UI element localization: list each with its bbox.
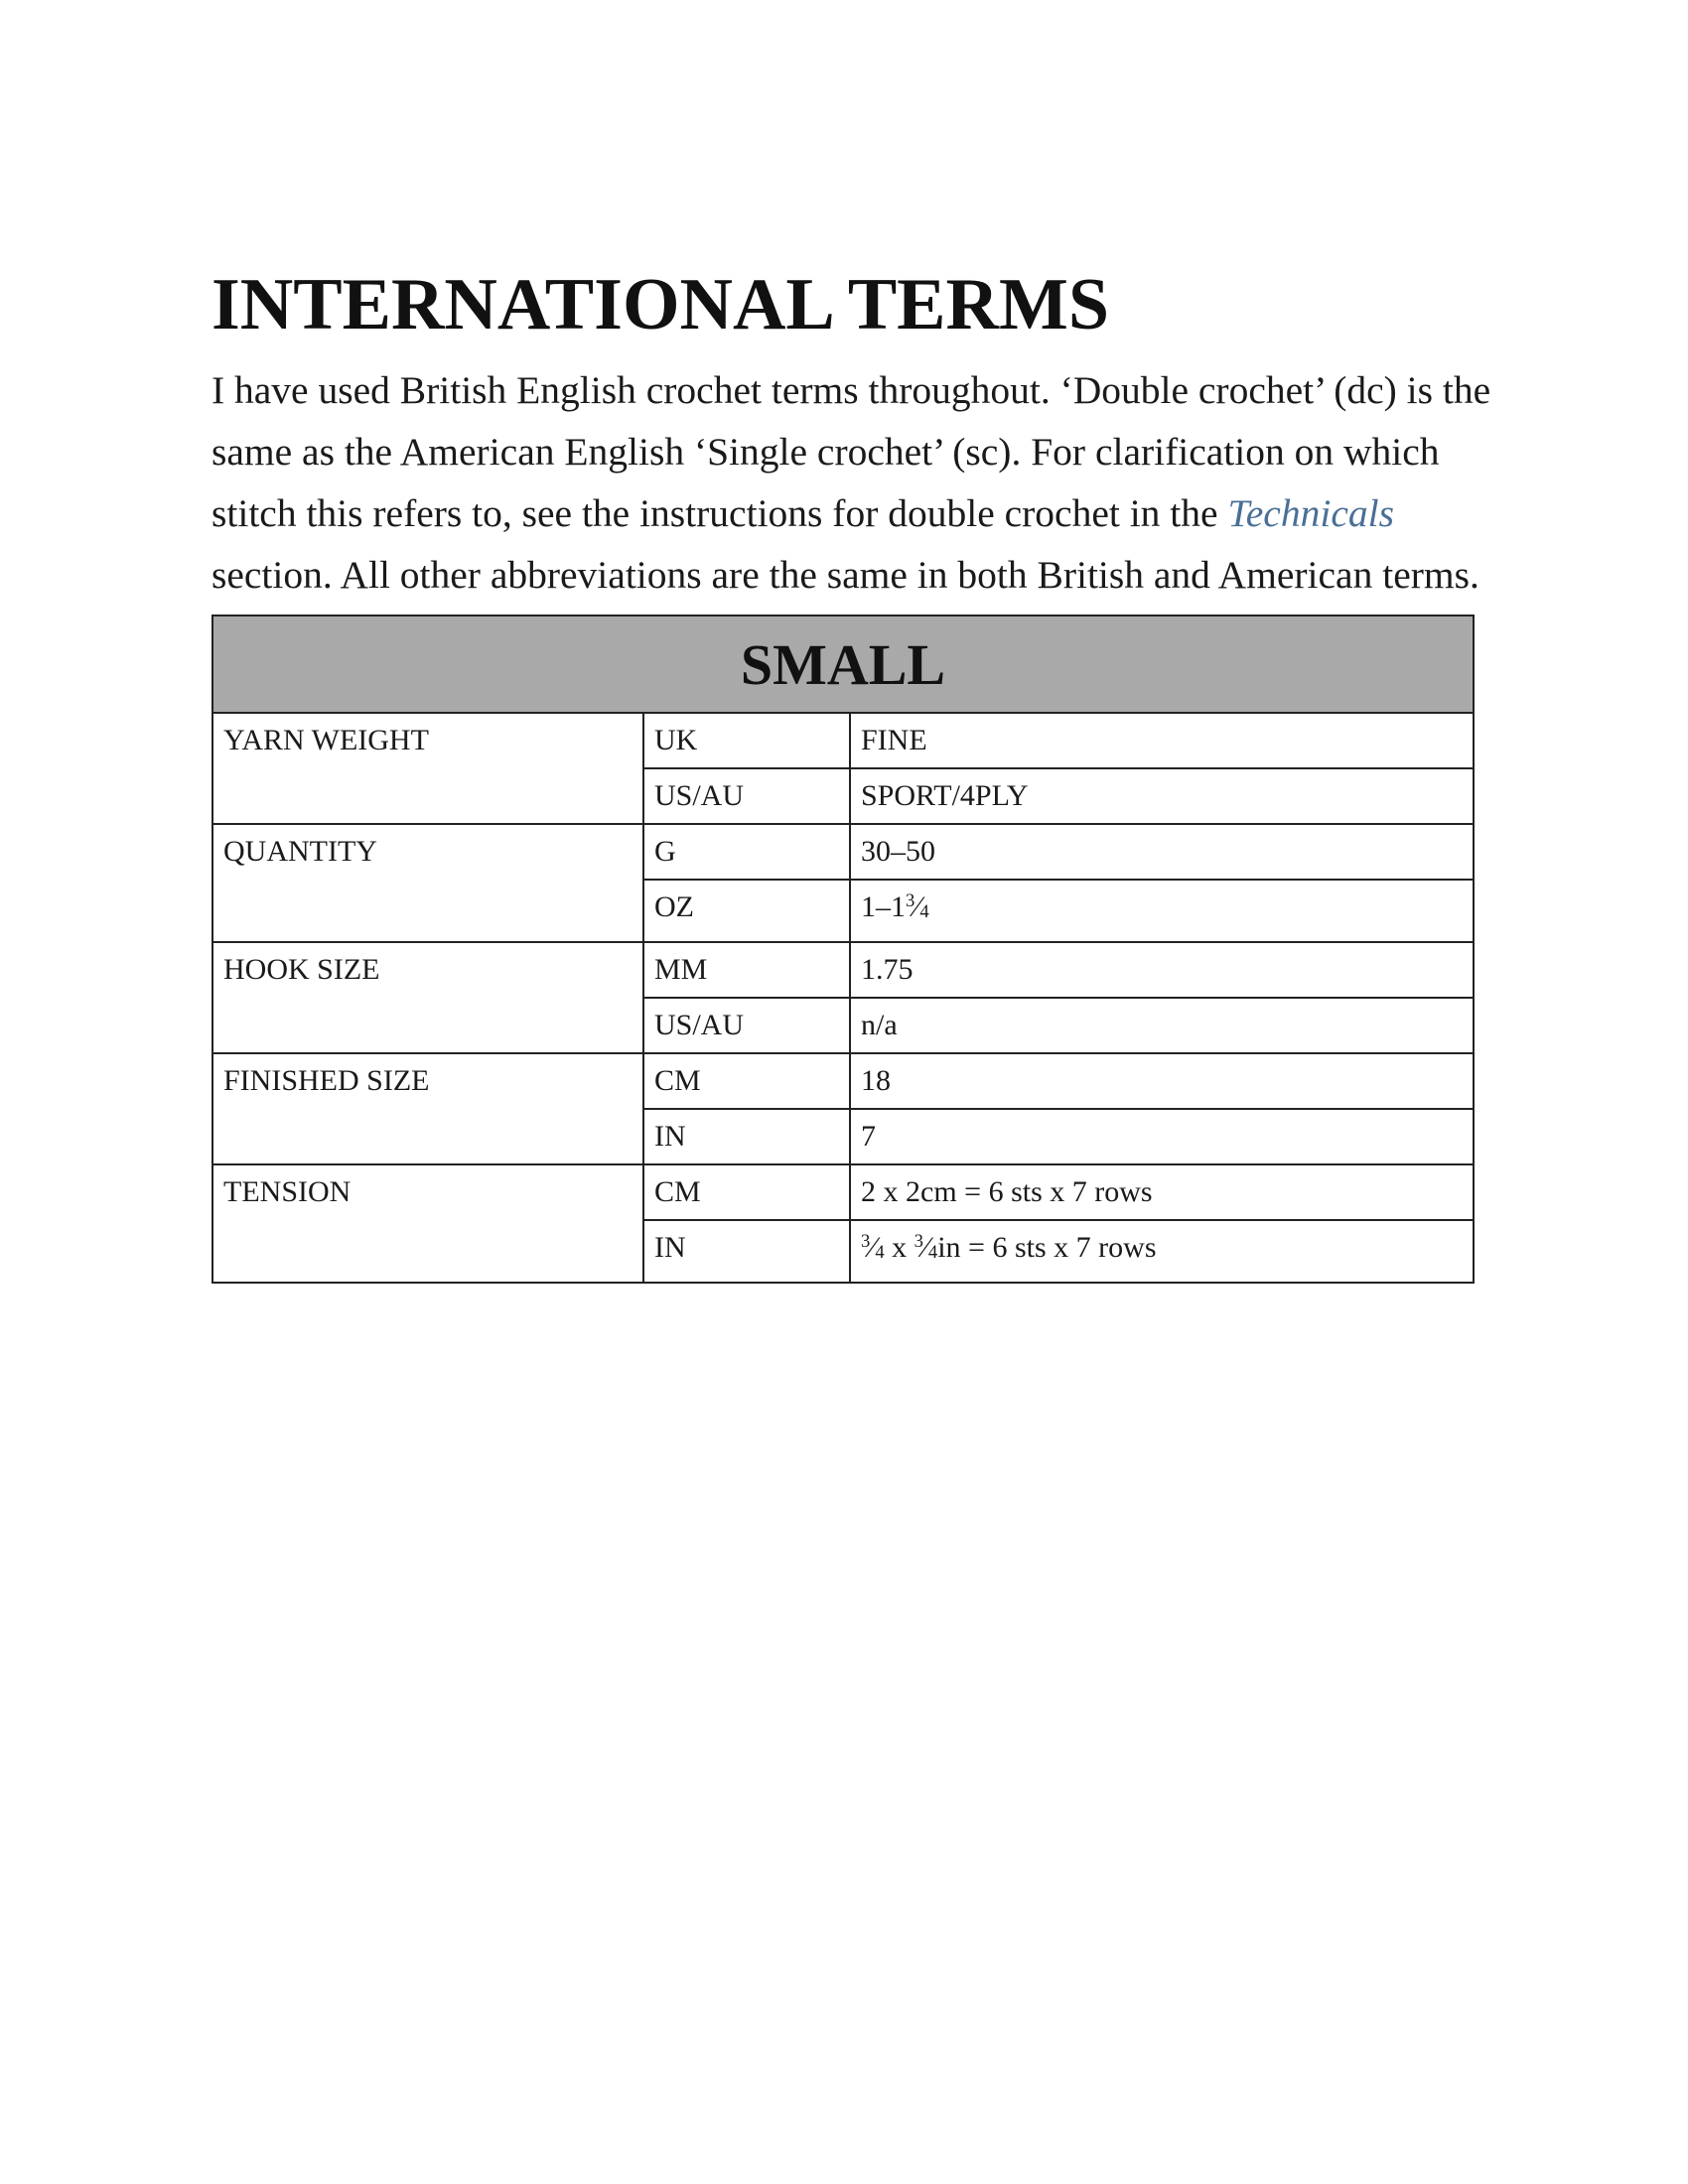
page — [211, 264, 1491, 1284]
table-row — [212, 1164, 1474, 1220]
intro-text-1: I have used British English crochet terms throughout. ‘Double crochet’ (dc) is the same as the American English ‘Single crochet’ (sc). For clarification on which stitch this refers to, see the instructions for double crochet in the — [211, 368, 1491, 535]
fraction-slash: ⁄ — [914, 890, 920, 923]
table-row — [212, 713, 1474, 768]
intro-text-2: section. All other abbreviations are the same in both British and American terms. — [211, 553, 1479, 597]
value-cell: 1.75 — [850, 942, 1474, 998]
unit-cell: G — [643, 824, 850, 880]
value-cell: 30–50 — [850, 824, 1474, 880]
unit-cell: UK — [643, 713, 850, 768]
value-tail: in = 6 sts x 7 rows — [937, 1231, 1157, 1264]
value-cell — [850, 1220, 1474, 1283]
fraction-numerator: 3 — [914, 1230, 923, 1252]
unit-cell: IN — [643, 1109, 850, 1164]
technicals-link[interactable]: Technicals — [1227, 491, 1394, 535]
value-cell: SPORT/4PLY — [850, 768, 1474, 824]
row-label-tension: TENSION — [212, 1164, 643, 1283]
table-row — [212, 942, 1474, 998]
fraction-denominator: 4 — [919, 900, 929, 922]
table-title: SMALL — [212, 615, 1474, 713]
intro-paragraph — [211, 359, 1492, 606]
value-cell: 2 x 2cm = 6 sts x 7 rows — [850, 1164, 1474, 1220]
unit-cell: CM — [643, 1164, 850, 1220]
unit-cell: US/AU — [643, 998, 850, 1053]
value-cell: FINE — [850, 713, 1474, 768]
row-label-hook-size: HOOK SIZE — [212, 942, 643, 1053]
unit-cell: MM — [643, 942, 850, 998]
value-separator: x — [884, 1231, 914, 1264]
row-label-yarn-weight: YARN WEIGHT — [212, 713, 643, 824]
fraction-slash: ⁄ — [922, 1231, 928, 1264]
row-label-finished-size: FINISHED SIZE — [212, 1053, 643, 1164]
table-row — [212, 1053, 1474, 1109]
fraction-denominator: 4 — [927, 1241, 938, 1263]
fraction-slash: ⁄ — [870, 1231, 876, 1264]
unit-cell: US/AU — [643, 768, 850, 824]
size-spec-table — [211, 614, 1475, 1284]
unit-cell: IN — [643, 1220, 850, 1283]
unit-cell: CM — [643, 1053, 850, 1109]
value-cell: 18 — [850, 1053, 1474, 1109]
row-label-quantity: QUANTITY — [212, 824, 643, 942]
value-cell — [850, 880, 1474, 942]
fraction-numerator: 3 — [861, 1230, 871, 1252]
value-whole: 1–1 — [861, 890, 906, 923]
unit-cell: OZ — [643, 880, 850, 942]
page-title: INTERNATIONAL TERMS — [211, 264, 1109, 345]
table-row — [212, 824, 1474, 880]
fraction-numerator: 3 — [906, 889, 915, 911]
fraction-denominator: 4 — [875, 1241, 885, 1263]
value-cell: n/a — [850, 998, 1474, 1053]
value-cell: 7 — [850, 1109, 1474, 1164]
